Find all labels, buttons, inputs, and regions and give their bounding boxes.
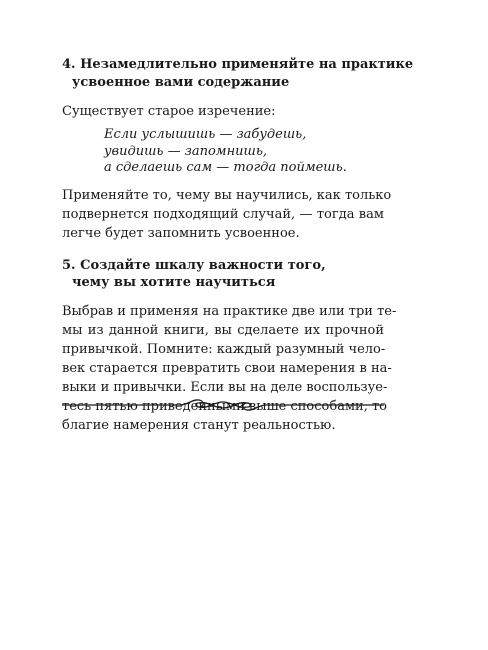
intro-text: Существует старое изречение: bbox=[62, 104, 276, 119]
section-4-title-line-1 bbox=[62, 56, 414, 74]
paragraph-2-line-7: благие намерения станут реальностью. bbox=[62, 417, 336, 433]
paragraph-2-line-5: выки и привычки. Если вы на деле воспользуе- bbox=[62, 379, 388, 395]
section-4-number: 4. bbox=[62, 57, 76, 72]
paragraph-1-line-1: Применяйте то, чему вы научились, как только bbox=[62, 187, 392, 203]
section-5-heading bbox=[62, 257, 384, 292]
saying-line-3: а сделаешь сам — тогда поймешь. bbox=[104, 160, 347, 175]
page-content bbox=[62, 56, 414, 435]
paragraph-2-line-4: век старается превратить свои намерения в на- bbox=[62, 360, 392, 376]
saying-verse bbox=[62, 127, 384, 177]
section-5-number: 5. bbox=[62, 257, 76, 273]
paragraph-2-line-3: привычкой. Помните: каждый разумный чело- bbox=[62, 341, 386, 357]
saying-line-2: увидишь — запомнишь, bbox=[104, 143, 268, 159]
section-5-title-text-1: Создайте шкалу важности того, bbox=[80, 257, 326, 273]
section-5-title-line-1 bbox=[62, 257, 384, 275]
ornamental-divider-icon bbox=[62, 395, 387, 415]
section-4-heading bbox=[62, 56, 414, 91]
paragraph-2-line-6: тесь пятью приведенными выше способами, то bbox=[62, 398, 387, 414]
section-4-title-text-1: Незамедлительно применяйте на практике bbox=[80, 57, 414, 72]
swirl-icon bbox=[180, 400, 266, 410]
paragraph-1-line-3: легче будет запомнить усвоенное. bbox=[62, 225, 300, 241]
section-4-title-line-2: усвоенное вами содержание bbox=[72, 74, 290, 90]
paragraph-1 bbox=[62, 186, 392, 243]
saying-line-1: Если услышишь — забудешь, bbox=[104, 127, 307, 142]
paragraph-2-line-2: мы из данной книги, вы сделаете их прочной bbox=[62, 322, 384, 338]
paragraph-2-line-1: Выбрав и применяя на практике две или три те- bbox=[62, 303, 397, 319]
section-5-title-line-2: чему вы хотите научиться bbox=[72, 275, 276, 290]
paragraph-1-line-2: подвернется подходящий случай, — тогда вам bbox=[62, 206, 384, 222]
